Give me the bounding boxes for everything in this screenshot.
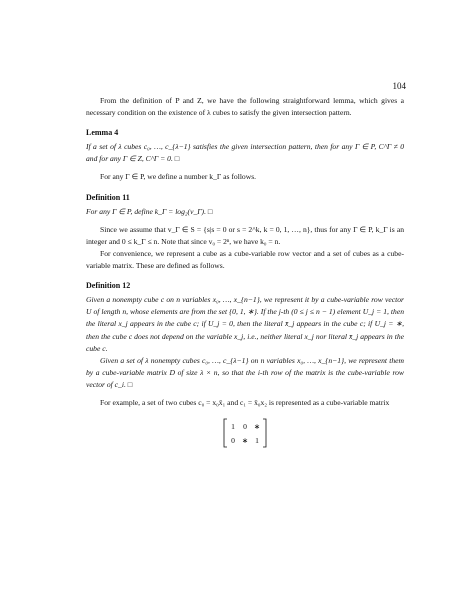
intro-paragraph: From the definition of P and Z, we have the following straightforward lemma, which gives a necessary condition on the existence of λ cubes to satisfy the given intersection pattern. xyxy=(86,96,404,118)
definition-11-heading: Definition 11 xyxy=(86,192,130,202)
matrix-cell: 0 xyxy=(243,422,247,432)
page-body xyxy=(86,95,404,449)
definition-12-heading: Definition 12 xyxy=(86,281,131,291)
matrix-left-bracket xyxy=(224,419,227,447)
page-number: 104 xyxy=(392,81,406,91)
example-paragraph: For example, a set of two cubes c₀ = x₀x̄₁ and c₁ = x̄₀x₂ is represented as a cube-variable matrix xyxy=(100,397,390,407)
define-paragraph: For any Γ ∈ P, we define a number k_Γ as follows. xyxy=(100,172,257,182)
matrix-cell: 1 xyxy=(255,436,259,446)
convenience-paragraph: For convenience, we represent a cube as a cube-variable row vector and a set of cubes as a cube-variable matrix. These are defined as follows. xyxy=(86,248,404,271)
matrix-cell: ∗ xyxy=(241,436,249,446)
matrix-cell: ∗ xyxy=(253,422,261,432)
definition-12-text-2: Given a set of λ nonempty cubes c₀, …, c_{λ−1} on n variables x₀, …, x_{n−1}, we represent them by a cube-variable matrix D of size λ × n, so that the i-th row of the matrix is the cube-variable row vector of c_i. □ xyxy=(86,355,404,389)
lemma-text: If a set of λ cubes c₀, …, c_{λ−1} satisfies the given intersection pattern, then for any Γ ∈ P, C^Γ ≠ 0 and for any Γ ∈ Z, C^Γ = 0. □ xyxy=(86,142,404,164)
cube-variable-matrix xyxy=(222,417,268,449)
definition-12-text-1: Given a nonempty cube c on n variables x₀, …, x_{n−1}, we represent it by a cube-variable row vector U of length n, whose elements are from the set {0, 1, ∗}. If the j-th (0 ≤ j ≤ n − 1) element U_j = 1, then the literal x_j appears in the cube c; if U_j = 0, then the literal x̄_j appears in the cube c; if U_j = ∗, then the cube c does not depend on the variable x_j, i.e., neither literal x_j nor literal x̄_j appears in the cube c. xyxy=(86,295,404,353)
definition-11-text: For any Γ ∈ P, define k_Γ = log₂(v_Γ). □ xyxy=(86,206,213,216)
since-paragraph: Since we assume that v_Γ ∈ S = {s|s = 0 or s = 2^k, k = 0, 1, …, n}, thus for any Γ ∈ P, k_Γ is an integer and 0 ≤ k_Γ ≤ n. Note that since v₀ = 2ⁿ, we have k₀ = n. xyxy=(86,224,404,246)
lemma-heading: Lemma 4 xyxy=(86,128,119,138)
matrix-cell: 1 xyxy=(231,422,235,432)
matrix-right-bracket xyxy=(263,419,266,447)
matrix-cell: 0 xyxy=(231,436,235,446)
